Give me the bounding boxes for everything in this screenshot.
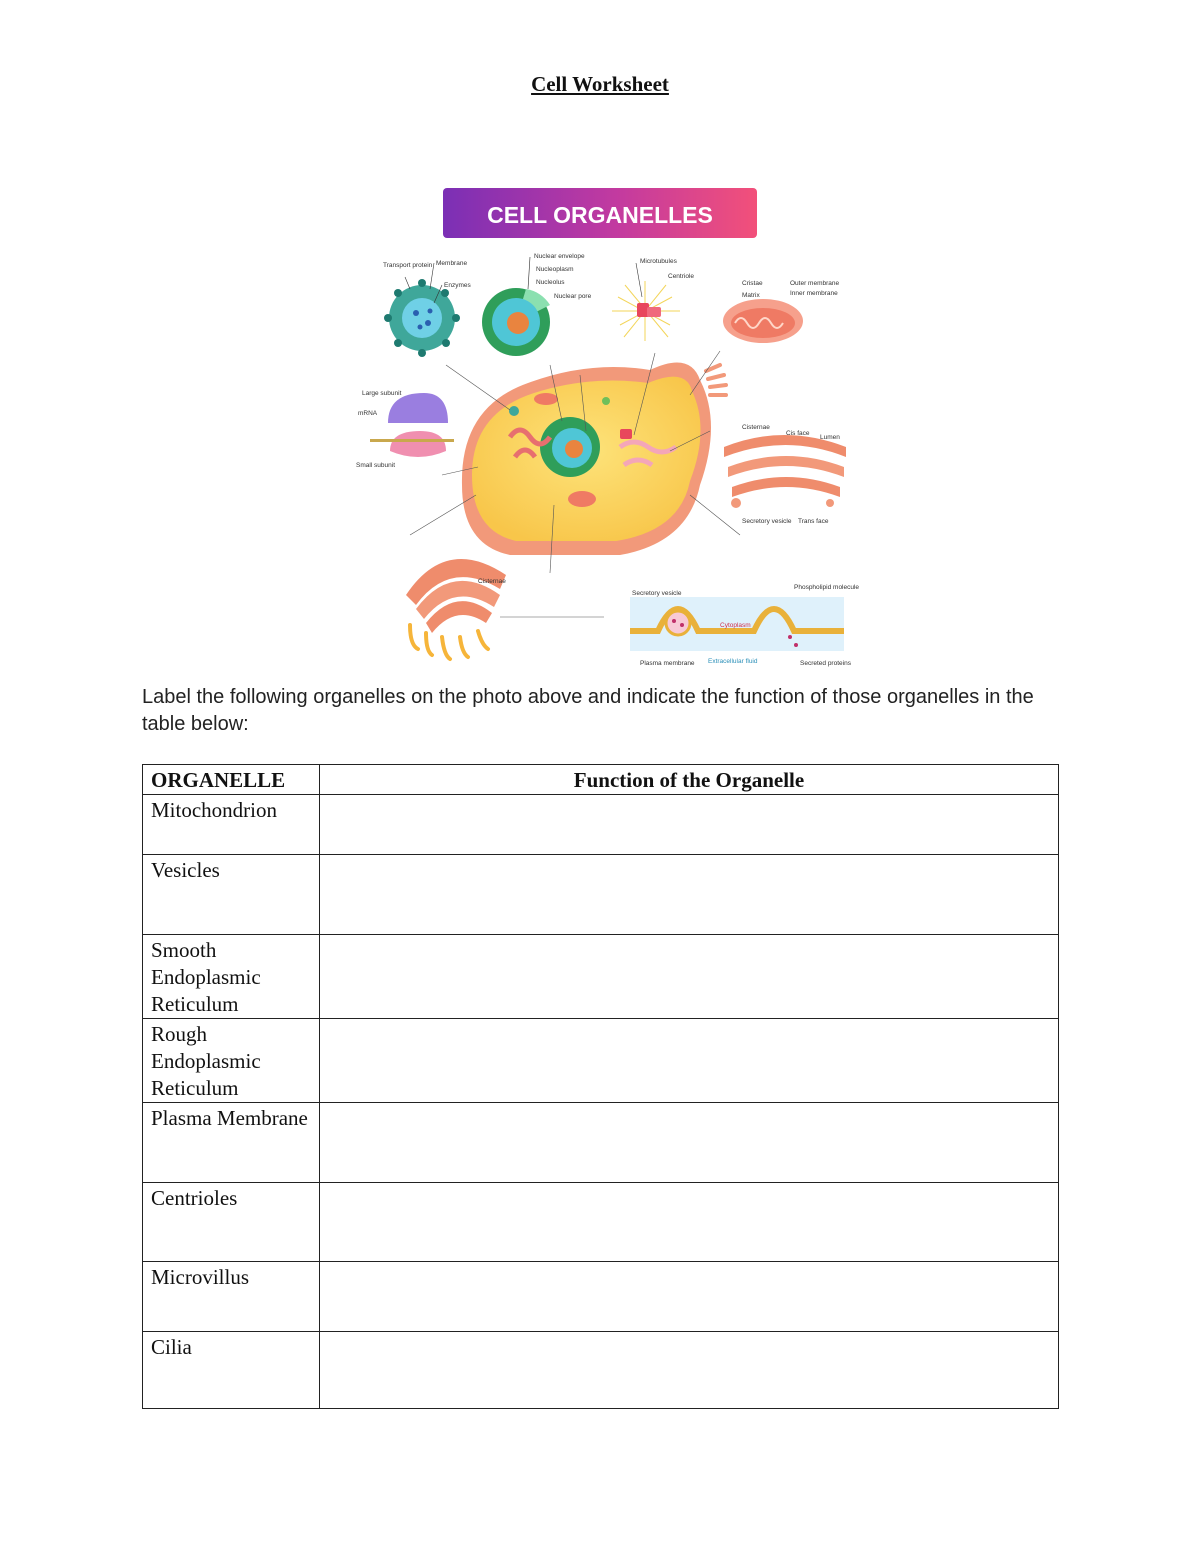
svg-text:Nuclear pore: Nuclear pore xyxy=(554,293,592,300)
svg-text:Plasma membrane: Plasma membrane xyxy=(640,660,695,667)
table-row xyxy=(143,1183,1059,1262)
organelle-name: Vesicles xyxy=(143,855,320,935)
golgi-apparatus-illustration xyxy=(724,424,846,525)
svg-text:Secretory vesicle: Secretory vesicle xyxy=(742,518,792,525)
organelle-name: Mitochondrion xyxy=(143,795,320,855)
svg-text:Extracellular fluid: Extracellular fluid xyxy=(708,658,758,665)
mitochondrion-illustration xyxy=(723,280,840,343)
nucleus-illustration xyxy=(482,253,592,356)
lysosome-illustration xyxy=(383,260,471,357)
centriole-illustration xyxy=(612,258,694,341)
header-function: Function of the Organelle xyxy=(320,765,1059,795)
svg-text:Membrane: Membrane xyxy=(436,260,468,267)
svg-text:Large subunit: Large subunit xyxy=(362,390,402,397)
organelle-name: Microvillus xyxy=(143,1262,320,1332)
figure-banner-text: CELL ORGANELLES xyxy=(487,202,713,228)
organelle-name: Cilia xyxy=(143,1332,320,1409)
table-row xyxy=(143,1332,1059,1409)
organelle-table xyxy=(142,764,1059,1409)
svg-text:Lumen: Lumen xyxy=(820,434,840,441)
svg-text:Nucleoplasm: Nucleoplasm xyxy=(536,266,574,273)
cell-organelles-diagram xyxy=(350,185,860,680)
svg-text:Secretory vesicle: Secretory vesicle xyxy=(632,590,682,597)
svg-text:Phospholipid molecule: Phospholipid molecule xyxy=(794,584,860,591)
ribosome-illustration xyxy=(356,390,454,469)
svg-text:mRNA: mRNA xyxy=(358,410,378,417)
worksheet-title: Cell Worksheet xyxy=(531,72,669,96)
svg-text:Small subunit: Small subunit xyxy=(356,462,396,469)
svg-text:Outer membrane: Outer membrane xyxy=(790,280,840,287)
organelle-name: Centrioles xyxy=(143,1183,320,1262)
function-answer-cell[interactable] xyxy=(320,1332,1059,1409)
svg-text:Secreted proteins: Secreted proteins xyxy=(800,660,851,667)
svg-text:Enzymes: Enzymes xyxy=(444,282,471,289)
function-answer-cell[interactable] xyxy=(320,855,1059,935)
svg-text:Centriole: Centriole xyxy=(668,273,695,280)
svg-text:Microtubules: Microtubules xyxy=(640,258,677,265)
svg-text:Trans face: Trans face xyxy=(798,518,829,525)
svg-text:Transport protein: Transport protein xyxy=(383,262,433,269)
table-row xyxy=(143,795,1059,855)
function-answer-cell[interactable] xyxy=(320,1019,1059,1103)
svg-text:Matrix: Matrix xyxy=(742,292,760,299)
svg-text:Inner membrane: Inner membrane xyxy=(790,290,838,297)
svg-text:Cisternae: Cisternae xyxy=(742,424,770,431)
function-answer-cell[interactable] xyxy=(320,1103,1059,1183)
table-row xyxy=(143,855,1059,935)
svg-text:Nucleolus: Nucleolus xyxy=(536,279,565,286)
organelle-name: Smooth Endoplasmic Reticulum xyxy=(143,935,320,1019)
organelle-name: Rough Endoplasmic Reticulum xyxy=(143,1019,320,1103)
svg-text:Cis face: Cis face xyxy=(786,430,810,437)
function-answer-cell[interactable] xyxy=(320,935,1059,1019)
instructions-text: Label the following organelles on the photo above and indicate the function of those organelles in the table below: xyxy=(142,686,1034,735)
table-row xyxy=(143,1262,1059,1332)
svg-text:Cytoplasm: Cytoplasm xyxy=(720,622,751,629)
table-row xyxy=(143,935,1059,1019)
endoplasmic-reticulum-illustration xyxy=(406,559,604,659)
figure-banner xyxy=(443,188,757,238)
svg-text:Nuclear envelope: Nuclear envelope xyxy=(534,253,585,260)
main-cell-illustration xyxy=(410,351,740,573)
table-row xyxy=(143,1019,1059,1103)
svg-text:Cisternae: Cisternae xyxy=(478,578,506,585)
svg-text:Cristae: Cristae xyxy=(742,280,763,287)
function-answer-cell[interactable] xyxy=(320,795,1059,855)
function-answer-cell[interactable] xyxy=(320,1262,1059,1332)
organelle-name: Plasma Membrane xyxy=(143,1103,320,1183)
header-organelle: ORGANELLE xyxy=(143,765,320,795)
plasma-membrane-illustration xyxy=(630,584,859,667)
function-answer-cell[interactable] xyxy=(320,1183,1059,1262)
table-row xyxy=(143,1103,1059,1183)
